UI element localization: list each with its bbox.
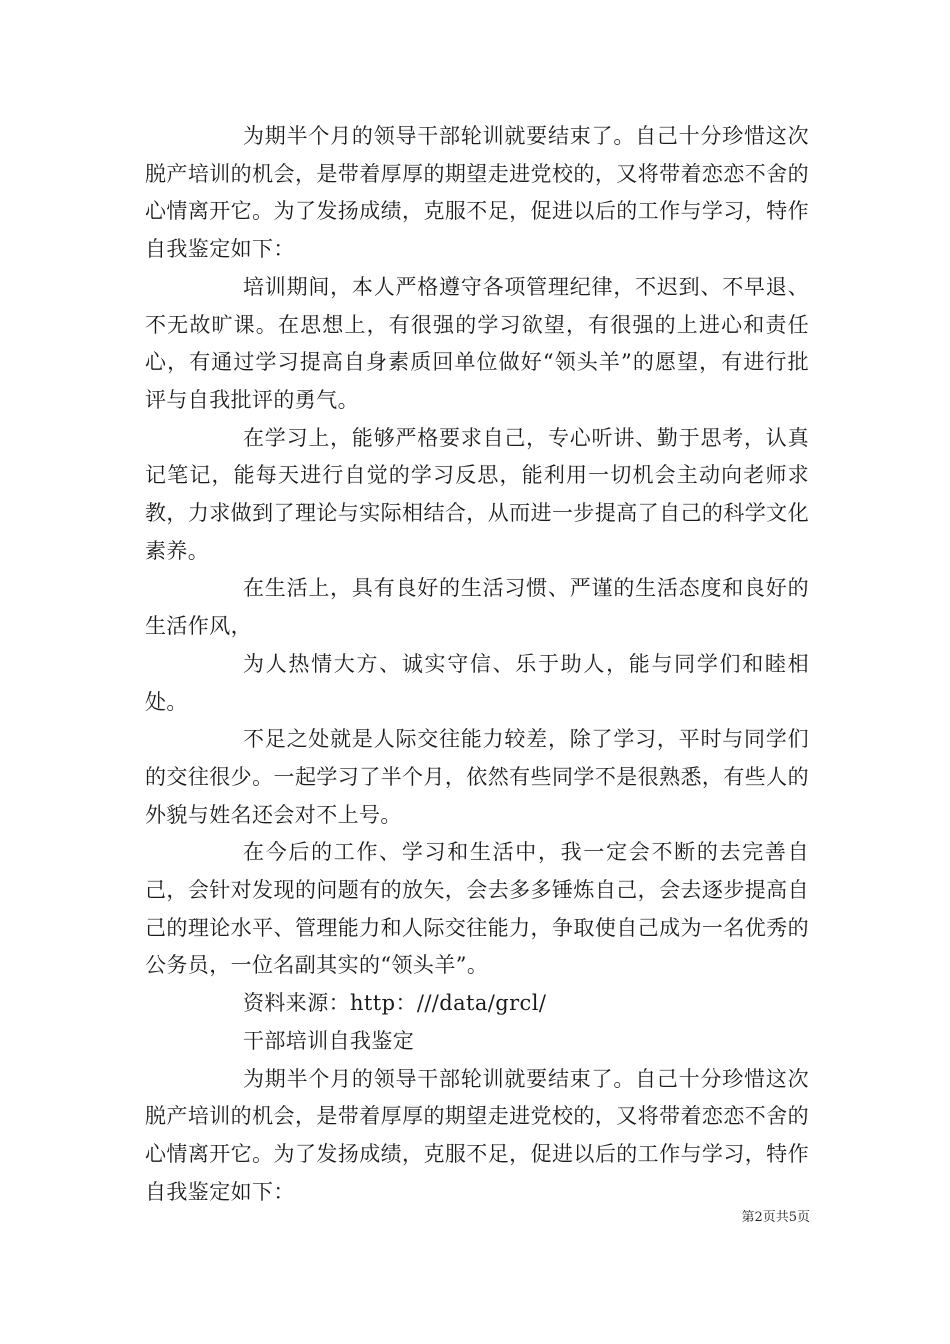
paragraph-personality: 为人热情大方、诚实守信、乐于助人，能与同学们和睦相处。 [145, 651, 809, 714]
paragraph-shortcomings: 不足之处就是人际交往能力较差，除了学习，平时与同学们的交往很少。一起学习了半个月，依然有些同学不是很熟悉，有些人的外貌与姓名还会对不上号。 [145, 727, 809, 827]
paragraph-source: 资料来源：http：///data/grcl/ [243, 991, 547, 1016]
paragraph-intro: 为期半个月的领导干部轮训就要结束了。自己十分珍惜这次脱产培训的机会，是带着厚厚的期望走进党校的，又将带着恋恋不舍的心情离开它。为了发扬成绩，克服不足，促进以后的工作与学习，特作自我鉴定如下： [145, 124, 809, 262]
document-body [145, 118, 809, 1211]
paragraph-life: 在生活上，具有良好的生活习惯、严谨的生活态度和良好的生活作风， [145, 576, 809, 639]
paragraph-intro-repeat: 为期半个月的领导干部轮训就要结束了。自己十分珍惜这次脱产培训的机会，是带着厚厚的期望走进党校的，又将带着恋恋不舍的心情离开它。为了发扬成绩，克服不足，促进以后的工作与学习，特作自我鉴定如下： [145, 1066, 809, 1204]
paragraph-discipline: 培训期间，本人严格遵守各项管理纪律，不迟到、不早退、不无故旷课。在思想上，有很强的学习欲望，有很强的上进心和责任心，有通过学习提高自身素质回单位做好“领头羊”的愿望，有进行批评与自我批评的勇气。 [145, 274, 809, 412]
paragraph-study: 在学习上，能够严格要求自己，专心听讲、勤于思考，认真记笔记，能每天进行自觉的学习反思，能利用一切机会主动向老师求教，力求做到了理论与实际相结合，从而进一步提高了自己的科学文化素养。 [145, 425, 809, 563]
section-title: 干部培训自我鉴定 [243, 1028, 415, 1053]
paragraph-future: 在今后的工作、学习和生活中，我一定会不断的去完善自己，会针对发现的问题有的放矢，会去多多锤炼自己，会去逐步提高自己的理论水平、管理能力和人际交往能力，争取使自己成为一名优秀的公务员，一位名副其实的“领头羊”。 [145, 840, 809, 978]
page-number-footer: 第2页共5页 [741, 1210, 810, 1225]
